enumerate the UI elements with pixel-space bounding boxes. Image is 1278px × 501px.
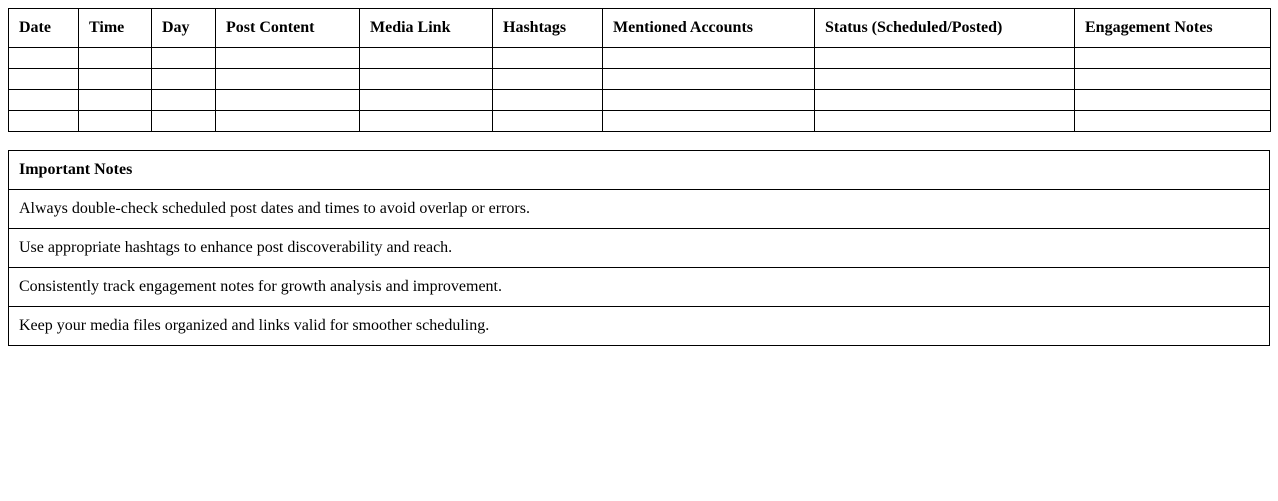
table-cell[interactable] — [360, 48, 493, 69]
table-cell[interactable] — [79, 48, 152, 69]
note-item: Consistently track engagement notes for growth analysis and improvement. — [9, 268, 1270, 307]
table-cell[interactable] — [9, 69, 79, 90]
table-cell[interactable] — [216, 69, 360, 90]
table-cell[interactable] — [216, 90, 360, 111]
table-cell[interactable] — [9, 48, 79, 69]
note-item: Use appropriate hashtags to enhance post discoverability and reach. — [9, 229, 1270, 268]
note-row — [9, 190, 1270, 229]
table-cell[interactable] — [216, 111, 360, 132]
note-item: Keep your media files organized and links valid for smoother scheduling. — [9, 307, 1270, 346]
note-row — [9, 307, 1270, 346]
table-row — [9, 90, 1271, 111]
table-cell[interactable] — [493, 48, 603, 69]
note-row — [9, 229, 1270, 268]
column-header-date: Date — [9, 9, 79, 48]
table-cell[interactable] — [9, 111, 79, 132]
table-cell[interactable] — [152, 69, 216, 90]
column-header-engagement-notes: Engagement Notes — [1075, 9, 1271, 48]
schedule-body — [9, 48, 1271, 132]
important-notes-table — [8, 150, 1270, 346]
document-page — [8, 8, 1270, 346]
table-cell[interactable] — [1075, 48, 1271, 69]
table-cell[interactable] — [603, 90, 815, 111]
table-cell[interactable] — [815, 90, 1075, 111]
table-cell[interactable] — [1075, 111, 1271, 132]
column-header-time: Time — [79, 9, 152, 48]
post-schedule-table — [8, 8, 1271, 132]
column-header-post-content: Post Content — [216, 9, 360, 48]
table-cell[interactable] — [152, 90, 216, 111]
table-cell[interactable] — [603, 48, 815, 69]
table-cell[interactable] — [152, 111, 216, 132]
column-header-hashtags: Hashtags — [493, 9, 603, 48]
table-row — [9, 48, 1271, 69]
note-row — [9, 268, 1270, 307]
table-cell[interactable] — [603, 69, 815, 90]
table-cell[interactable] — [815, 111, 1075, 132]
table-cell[interactable] — [152, 48, 216, 69]
column-header-mentioned-accounts: Mentioned Accounts — [603, 9, 815, 48]
table-cell[interactable] — [79, 69, 152, 90]
table-cell[interactable] — [815, 48, 1075, 69]
table-cell[interactable] — [493, 69, 603, 90]
column-header-day: Day — [152, 9, 216, 48]
table-cell[interactable] — [1075, 90, 1271, 111]
table-cell[interactable] — [493, 90, 603, 111]
table-cell[interactable] — [216, 48, 360, 69]
notes-header-row — [9, 151, 1270, 190]
table-row — [9, 111, 1271, 132]
header-row — [9, 9, 1271, 48]
table-cell[interactable] — [1075, 69, 1271, 90]
table-cell[interactable] — [360, 111, 493, 132]
table-cell[interactable] — [603, 111, 815, 132]
table-row — [9, 69, 1271, 90]
table-cell[interactable] — [493, 111, 603, 132]
table-cell[interactable] — [9, 90, 79, 111]
note-item: Always double-check scheduled post dates and times to avoid overlap or errors. — [9, 190, 1270, 229]
column-header-status: Status (Scheduled/Posted) — [815, 9, 1075, 48]
table-cell[interactable] — [360, 90, 493, 111]
table-cell[interactable] — [815, 69, 1075, 90]
table-cell[interactable] — [360, 69, 493, 90]
table-cell[interactable] — [79, 111, 152, 132]
notes-heading: Important Notes — [9, 151, 1270, 190]
table-cell[interactable] — [79, 90, 152, 111]
column-header-media-link: Media Link — [360, 9, 493, 48]
